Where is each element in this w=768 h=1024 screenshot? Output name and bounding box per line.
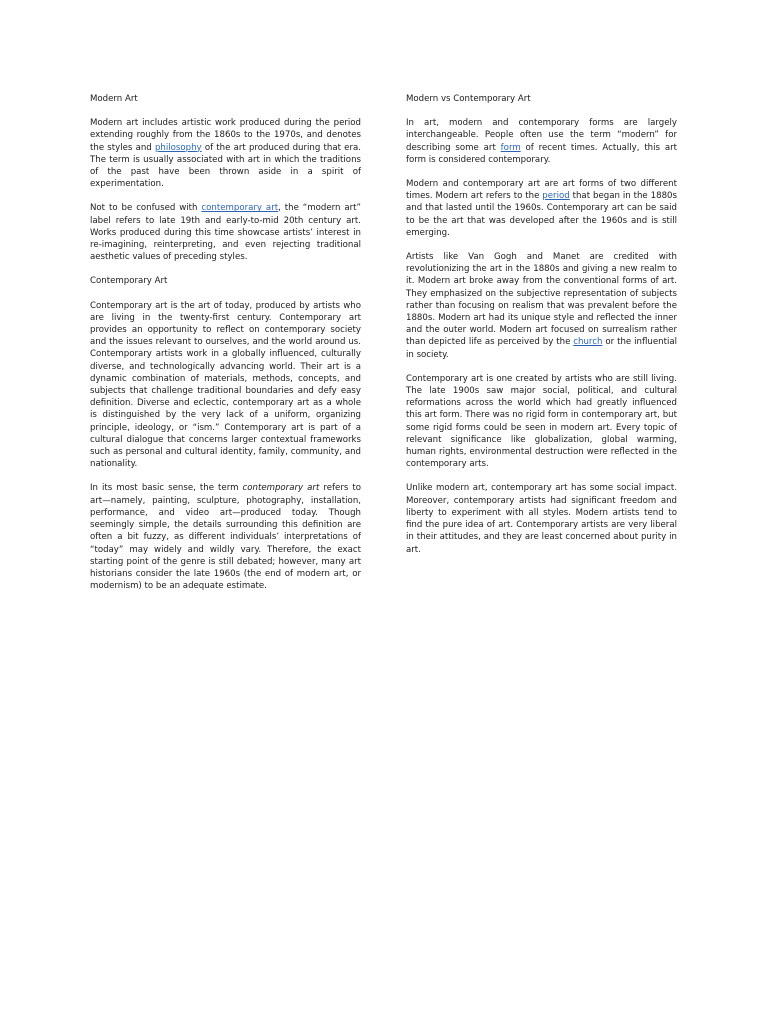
text: or the influential in society. [406, 337, 677, 360]
link-contemporary-art[interactable]: contemporary art [201, 203, 279, 214]
text: of recent times. Actually, this art form is considered contemporary. [406, 142, 677, 165]
text: Modern art includes artistic work produced during the period extending roughly from the 1860s to the 1970s, and denotes the styles and [90, 118, 361, 153]
paragraph-modern-art-label [90, 202, 361, 263]
link-period[interactable]: period [542, 191, 570, 202]
text: Not to be confused with [90, 203, 202, 214]
paragraph-van-gogh-manet [406, 251, 677, 361]
heading-modern-vs-contemporary: Modern vs Contemporary Art [406, 94, 531, 104]
link-philosophy[interactable]: philosophy [154, 142, 202, 153]
paragraph-contemporary-art-basic-sense [90, 482, 361, 592]
text: refers to art—namely, painting, sculpture, photography, installation, performance, and video art—produced today. Though seemingly simple, the details surrounding this definition are often a bit fuzzy, as different individuals’ interpretations of “today” may widely and wildly vary. Therefore, the exact starting point of the genre is still debated; however, many art historians consider the late 1960s (the end of modern art, or modernism) to be an adequate estimate. [90, 483, 361, 592]
heading-modern-art: Modern Art [90, 94, 138, 104]
text: that began in the 1880s and that lasted until the 1960s. Contemporary art can be said to be the art that was developed after the 1960s and is still emerging. [406, 191, 677, 238]
text: In art, modern and contemporary forms are largely interchangeable. People often use the term “modern” for describing some art [406, 118, 677, 153]
paragraph-social-impact: Unlike modern art, contemporary art has some social impact. Moreover, contemporary artists had significant freedom and liberty to experiment with all styles. Modern artists tend to find the pure idea of art. Contemporary artists are very liberal in their attitudes, and they are least concerned about purity in art. [406, 483, 677, 555]
heading-contemporary-art: Contemporary Art [90, 276, 168, 287]
text: of the art produced during that era. The term is usually associated with art in which the traditions of the past have been thrown aside in a spirit of experimentation. [90, 142, 361, 190]
paragraph-living-artists: Contemporary art is one created by artists who are still living. The late 1900s saw major social, political, and cultural reformations across the world which had greatly influenced this art form. There was no rigid form in contemporary art, but some rigid forms could be seen in modern art. Every topic of relevant significance like globalization, global warming, human rights, environmental destruction were reflected in the contemporary arts. [406, 373, 677, 470]
left-column [90, 93, 361, 604]
link-church[interactable]: church [573, 337, 603, 348]
paragraph-modern-art-intro [90, 117, 361, 190]
text: In its most basic sense, the term [90, 483, 243, 494]
link-form[interactable]: form [500, 142, 521, 153]
text: Artists like Van Gogh and Manet are credited with revolutionizing the art in the 1880s and giving a new realm to it. Modern art broke away from the conventional forms of art. They emphasized on the subjective representation of subjects rather than focusing on realism that was prevalent before the 1880s. Modern art had its unique style and reflected the inner and the outer world. Modern art focused on surrealism rather than depicted life as perceived by the [406, 252, 677, 348]
paragraph-two-times [406, 178, 677, 239]
paragraph-interchangeable [406, 117, 677, 166]
paragraph-contemporary-art-definition: Contemporary art is the art of today, produced by artists who are living in the twenty-first century. Contemporary art provides an opportunity to reflect on contemporary society and the issues relevant to ourselves, and the world around us. Contemporary artists work in a globally influenced, culturally diverse, and technologically advancing world. Their art is a dynamic combination of materials, methods, concepts, and subjects that challenge traditional boundaries and defy easy definition. Diverse and eclectic, contemporary art as a whole is distinguished by the very lack of a uniform, organizing principle, ideology, or “ism.” Contemporary art is part of a cultural dialogue that concerns larger contextual frameworks such as personal and cultural identity, family, community, and nationality. [90, 300, 361, 470]
text: Modern and contemporary art are art forms of two different times. Modern art refers to the [406, 179, 677, 202]
right-column [406, 93, 677, 568]
emphasis-contemporary-art: contemporary art [242, 483, 320, 494]
text: , the “modern art” label refers to late 19th and early-to-mid 20th century art. Works produced during this time showcase artists’ interest in re-imagining, reinterpreting, and even rejecting traditional aesthetic values of preceding styles. [90, 203, 361, 263]
